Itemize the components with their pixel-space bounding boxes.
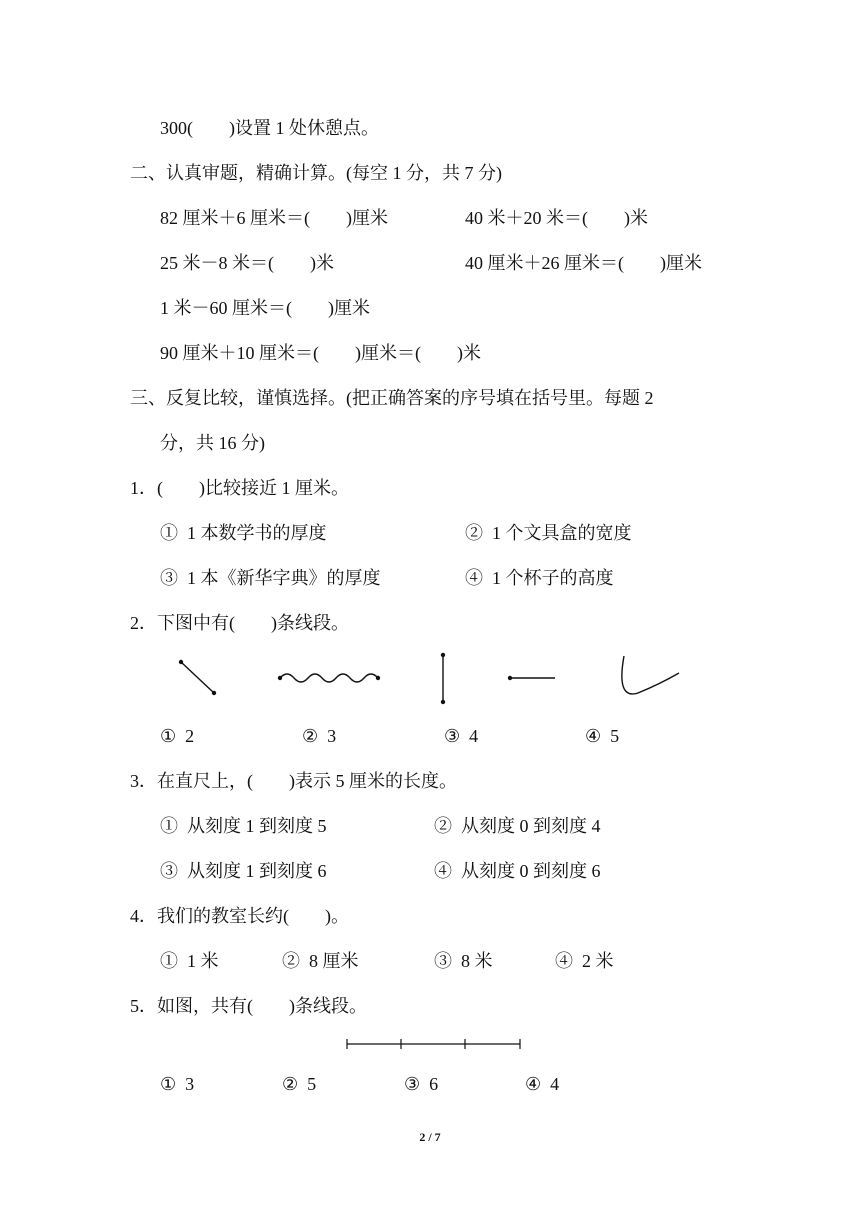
endpoint-dot [212,691,216,695]
q2-option-1: ① 2 [160,726,195,746]
endpoint-dot [376,676,380,680]
q2-option-3: ③ 4 [444,726,479,746]
endpoint-dot [179,660,183,664]
q4-option-2: ② 8 厘米 [282,951,359,971]
wavy-line-figure [280,674,378,682]
section-2-title: 二、认真审题，精确计算。(每空 1 分，共 7 分) [130,163,502,183]
calc-item-1: 82 厘米＋6 厘米＝( )厘米 [160,208,388,228]
calc-item-6: 90 厘米＋10 厘米＝( )厘米＝( )米 [160,343,481,363]
q5-option-4: ④ 4 [525,1074,560,1094]
question-2: 2．下图中有( )条线段。 [130,613,349,633]
q1-option-1: ① 1 本数学书的厚度 [160,523,327,543]
q1-option-2: ② 1 个文具盒的宽度 [465,523,632,543]
question-3: 3．在直尺上，( )表示 5 厘米的长度。 [130,771,457,791]
q4-option-3: ③ 8 米 [434,951,493,971]
line-segment-figure [181,662,214,693]
q3-option-4: ④ 从刻度 0 到刻度 6 [434,861,601,881]
calc-item-3: 25 米－8 米＝( )米 [160,253,334,273]
question-1: 1．( )比较接近 1 厘米。 [130,478,349,498]
q4-option-4: ④ 2 米 [555,951,614,971]
section-3-title-cont: 分，共 16 分) [160,433,265,453]
calc-item-4: 40 厘米＋26 厘米＝( )厘米 [465,253,702,273]
endpoint-dot [508,676,512,680]
question-5: 5．如图，共有( )条线段。 [130,996,367,1016]
endpoint-dot [441,700,445,704]
endpoint-dot [278,676,282,680]
q1-option-3: ③ 1 本《新华字典》的厚度 [160,568,381,588]
q5-option-3: ③ 6 [404,1074,439,1094]
q3-option-2: ② 从刻度 0 到刻度 4 [434,816,601,836]
q5-option-2: ② 5 [282,1074,317,1094]
q3-option-3: ③ 从刻度 1 到刻度 6 [160,861,327,881]
calc-item-2: 40 米＋20 米＝( )米 [465,208,648,228]
q4-option-1: ① 1 米 [160,951,219,971]
calc-item-5: 1 米－60 厘米＝( )厘米 [160,298,370,318]
curve-figure [622,656,679,694]
segment-count-figure [347,1039,520,1049]
q3-option-1: ① 从刻度 1 到刻度 5 [160,816,327,836]
q2-option-2: ② 3 [302,726,337,746]
continued-question-line: 300( )设置 1 处休憩点。 [160,118,379,138]
endpoint-dot [441,653,445,657]
q1-option-4: ④ 1 个杯子的高度 [465,568,614,588]
section-3-title: 三、反复比较，谨慎选择。(把正确答案的序号填在括号里。每题 2 [130,388,654,408]
q5-option-1: ① 3 [160,1074,195,1094]
page-number: 2 / 7 [419,1130,441,1144]
question-4: 4．我们的教室长约( )。 [130,906,349,926]
q2-option-4: ④ 5 [585,726,620,746]
